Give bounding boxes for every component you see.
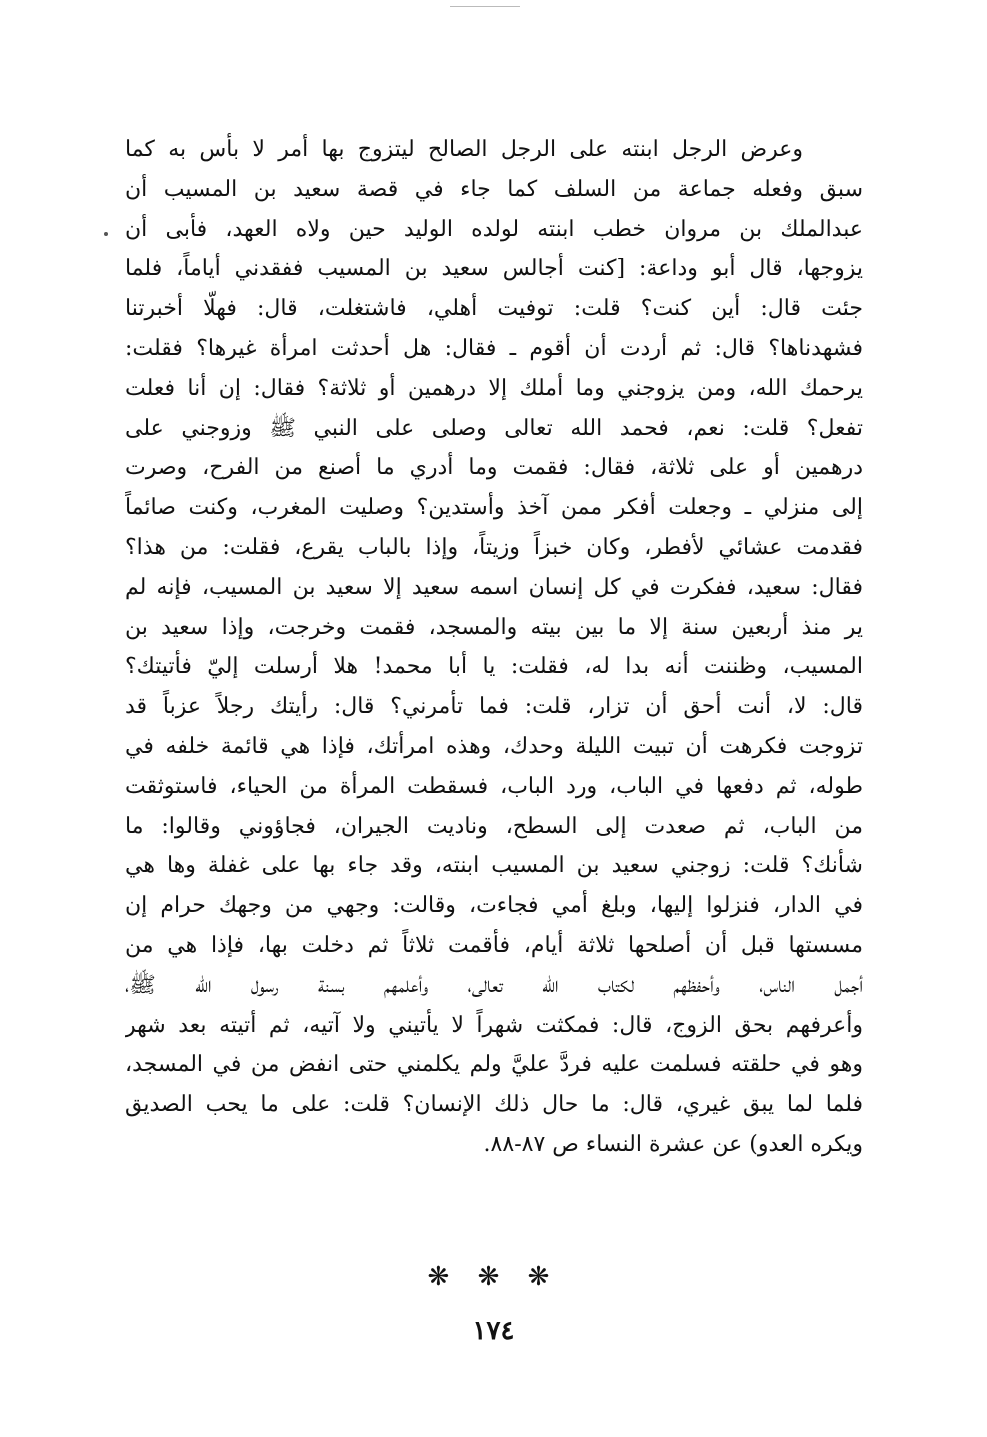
text-line-23: وأعرفهم بحق الزوج، قال: فمكثت شهراً لا يأتيني ولا آتيه، ثم أتيته بعد شهر [125, 1012, 863, 1038]
text-line-6: فشهدناها؟ قال: ثم أردت أن أقوم ـ فقال: هل أحدثت امرأة غيرها؟ فقلت: [125, 335, 863, 361]
text-line-8: تفعل؟ قلت: نعم، فحمد الله تعالى وصلى على النبي ﷺ وزوجني على [125, 415, 863, 441]
text-line-22: أجمل الناس، وأحفظهم لكتاب الله تعالى، وأعلمهم بسنة رسول الله ﷺ، [125, 972, 863, 998]
stray-mark [104, 232, 108, 236]
text-line-26: ويكره العدو) عن عشرة النساء ص ٨٧-٨٨. [483, 1131, 863, 1157]
text-line-20: في الدار، فنزلوا إليها، وبلغ أمي فجاءت، وقالت: وجهي من وجهك حرام إن [125, 893, 863, 919]
text-line-4: يزوجها، قال أبو وداعة: [كنت أجالس سعيد بن المسيب ففقدني أياماً، فلما [125, 256, 863, 282]
text-line-21: مسستها قبل أن أصلحها ثلاثة أيام، فأقمت ثلاثاً ثم دخلت بها، فإذا هي من [125, 932, 863, 958]
top-rule [450, 6, 520, 7]
text-line-9: درهمين أو على ثلاثة، فقال: فقمت وما أدري ما أصنع من الفرح، وصرت [125, 455, 863, 481]
text-line-1: وعرض الرجل ابنته على الرجل الصالح ليتزوج بها أمر لا بأس به كما [125, 137, 803, 162]
text-line-13: ير منذ أربعين سنة إلا ما بين بيته والمسجد، فقمت وخرجت، وإذا سعيد بن [125, 614, 863, 640]
text-line-25: فلما لما يبق غيري، قال: ما حال ذلك الإنسان؟ قلت: على ما يحب الصديق [125, 1092, 863, 1118]
text-line-12: فقال: سعيد، ففكرت في كل إنسان اسمه سعيد إلا سعيد بن المسيب، فإنه لم [125, 574, 863, 600]
text-line-14: المسيب، وظننت أنه بدا له، فقلت: يا أبا محمد! هلا أرسلت إليّ فأتيتك؟ [125, 654, 863, 680]
text-line-18: من الباب، ثم صعدت إلى السطح، وناديت الجيران، فجاؤوني وقالوا: ما [125, 813, 863, 839]
text-line-19: شأنك؟ قلت: زوجني سعيد بن المسيب ابنته، وقد جاء بها على غفلة وها هي [125, 853, 863, 879]
section-separator: ❋ ❋ ❋ [427, 1262, 560, 1292]
text-line-5: جئت قال: أين كنت؟ قلت: توفيت أهلي، فاشتغلت، قال: فهلّا أخبرتنا [125, 296, 863, 322]
text-line-15: قال: لا، أنت أحق أن تزار، قلت: فما تأمرني؟ قال: رأيتك رجلاً عزباً قد [125, 694, 863, 720]
text-line-16: تزوجت فكرهت أن تبيت الليلة وحدك، وهذه امرأتك، فإذا هي قائمة خلفه في [125, 733, 863, 759]
text-line-24: وهو في حلقته فسلمت عليه فردَّ عليَّ ولم يكلمني حتى انفض من في المسجد، [125, 1052, 863, 1078]
page-body [125, 130, 863, 1165]
text-line-7: يرحمك الله، ومن يزوجني وما أملك إلا درهمين أو ثلاثة؟ فقال: إن أنا فعلت [125, 375, 863, 401]
page-number: ١٧٤ [472, 1316, 515, 1346]
text-line-11: فقدمت عشائي لأفطر، وكان خبزاً وزيتاً، وإذا بالباب يقرع، فقلت: من هذا؟ [125, 534, 863, 560]
text-line-17: طوله، ثم دفعها في الباب، ورد الباب، فسقطت المرأة من الحياء، فاستوثقت [125, 773, 863, 799]
text-line-10: إلى منزلي ـ وجعلت أفكر ممن آخذ وأستدين؟ وصليت المغرب، وكنت صائماً [125, 495, 863, 521]
text-line-3: عبدالملك بن مروان خطب ابنته لولده الوليد حين ولاه العهد، فأبى أن [125, 216, 863, 242]
text-line-2: سبق وفعله جماعة من السلف كما جاء في قصة سعيد بن المسيب أن [125, 176, 863, 202]
